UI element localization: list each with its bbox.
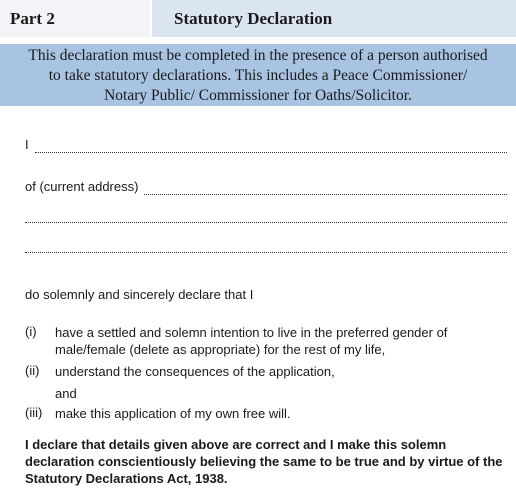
notice-line: Notary Public/ Commissioner for Oaths/Solicitor. (104, 87, 412, 104)
name-label: I (25, 137, 29, 152)
name-field[interactable] (25, 137, 507, 153)
address-field-3[interactable] (25, 240, 507, 253)
item-number: (ii) (25, 363, 40, 378)
address-line-2[interactable] (25, 210, 507, 223)
item-number: (i) (25, 324, 37, 339)
declaration-statement: I declare that details given above are correct and I make this solemn declaration conscientiously believing the same to be true and by virtue of the Statutory Declarations Act, 1938. (25, 437, 503, 486)
item-connector: and (55, 386, 77, 401)
notice-line: This declaration must be completed in the presence of a person authorised (28, 47, 488, 64)
item-line: have a settled and solemn intention to live in the preferred gender of (55, 325, 448, 340)
part-label: Part 2 (0, 0, 150, 37)
notice-box (0, 44, 516, 106)
address-field-2[interactable] (25, 210, 507, 223)
item-number: (iii) (25, 405, 43, 420)
address-field[interactable] (25, 179, 507, 195)
address-line-1[interactable] (144, 182, 507, 195)
item-line: make this application of my own free will. (55, 406, 291, 421)
notice-line: to take statutory declarations. This includes a Peace Commissioner/ (48, 67, 468, 84)
section-title: Statutory Declaration (152, 0, 516, 37)
address-label: of (current address) (25, 179, 139, 194)
address-line-3[interactable] (25, 240, 507, 253)
name-line[interactable] (35, 140, 507, 153)
section-header (0, 0, 516, 37)
intro-text: do solemnly and sincerely declare that I (25, 287, 254, 302)
item-line: male/female (delete as appropriate) for the rest of my life, (55, 342, 386, 357)
item-line: understand the consequences of the application, (55, 364, 335, 379)
